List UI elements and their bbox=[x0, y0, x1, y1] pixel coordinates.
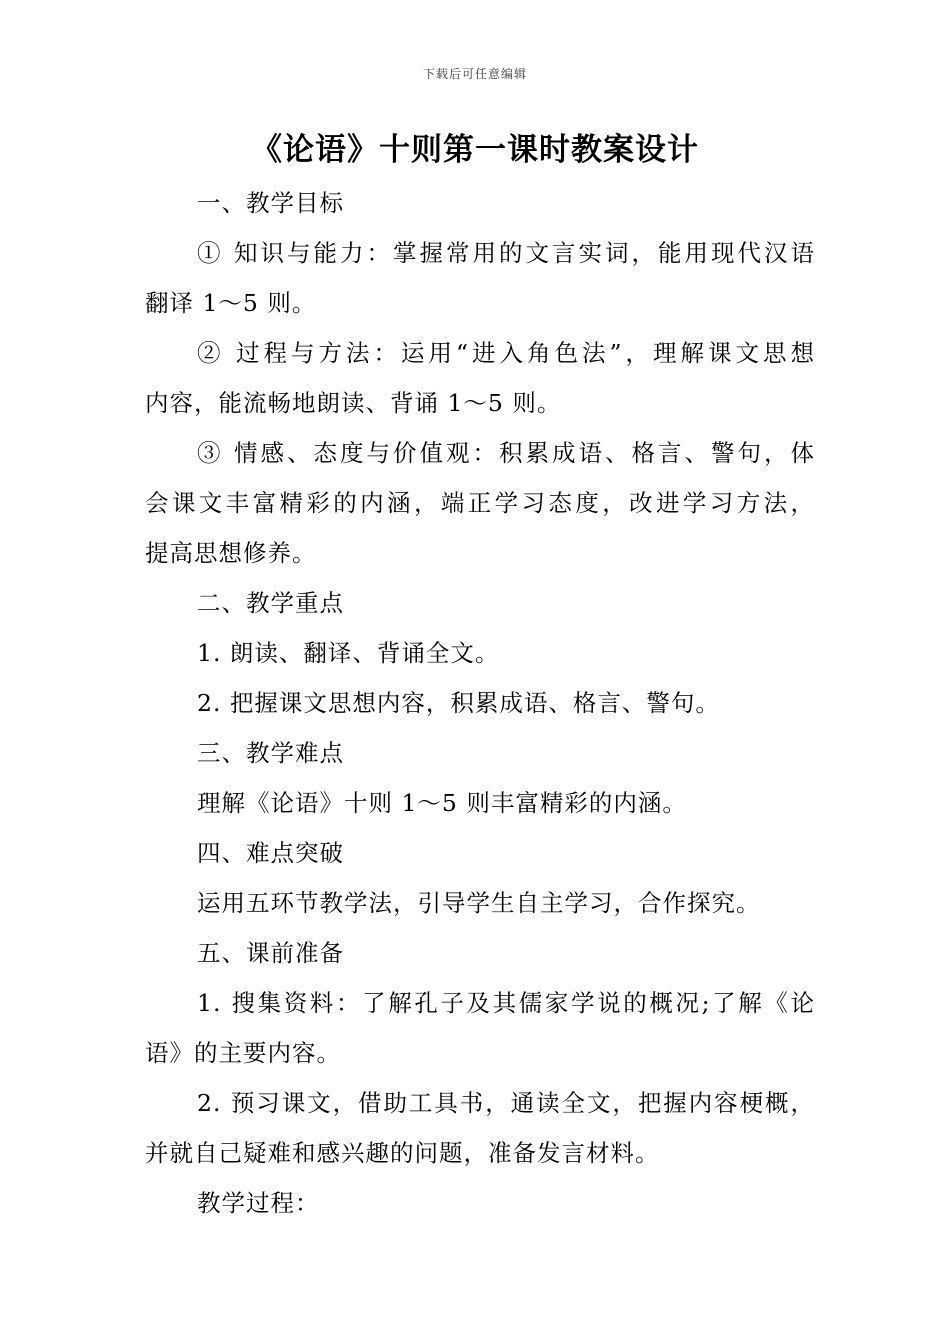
prep-2-line-2: 并就自己疑难和感兴趣的问题，准备发言材料。 bbox=[145, 1139, 660, 1167]
difficulty-text: 理解《论语》十则 1～5 则丰富精彩的内涵。 bbox=[197, 789, 687, 817]
prep-1-line-2: 语》的主要内容。 bbox=[145, 1039, 341, 1067]
objective-1-line-1: ① 知识与能力：掌握常用的文言实词，能用现代汉语 bbox=[197, 239, 815, 267]
objectives-heading: 一、教学目标 bbox=[197, 189, 344, 217]
objective-2-line-2: 内容，能流畅地朗读、背诵 1～5 则。 bbox=[145, 389, 562, 417]
objective-3-line-2: 会课文丰富精彩的内涵，端正学习态度，改进学习方法， bbox=[145, 489, 815, 517]
objective-3-line-3: 提高思想修养。 bbox=[145, 539, 317, 567]
breakthrough-text: 运用五环节教学法，引导学生自主学习，合作探究。 bbox=[197, 889, 761, 917]
difficulty-heading: 三、教学难点 bbox=[197, 739, 344, 767]
objective-3-line-1: ③ 情感、态度与价值观：积累成语、格言、警句，体 bbox=[197, 439, 815, 467]
objective-1-line-2: 翻译 1～5 则。 bbox=[145, 289, 317, 317]
keypoint-1: 1. 朗读、翻译、背诵全文。 bbox=[197, 639, 500, 667]
document-body bbox=[145, 178, 815, 1228]
keypoint-2: 2. 把握课文思想内容，积累成语、格言、警句。 bbox=[197, 689, 720, 717]
header-note: 下载后可任意编辑 bbox=[422, 67, 527, 81]
document-title: 《论语》十则第一课时教案设计 bbox=[251, 132, 699, 168]
prep-2-line-1: 2. 预习课文，借助工具书，通读全文，把握内容梗概， bbox=[197, 1089, 815, 1117]
prep-heading: 五、课前准备 bbox=[197, 939, 344, 967]
breakthrough-heading: 四、难点突破 bbox=[197, 839, 344, 867]
process-heading: 教学过程： bbox=[197, 1189, 320, 1217]
keypoints-heading: 二、教学重点 bbox=[197, 589, 344, 617]
objective-2-line-1: ② 过程与方法：运用“进入角色法”，理解课文思想 bbox=[197, 339, 815, 367]
prep-1-line-1: 1. 搜集资料：了解孔子及其儒家学说的概况;了解《论 bbox=[197, 989, 815, 1017]
